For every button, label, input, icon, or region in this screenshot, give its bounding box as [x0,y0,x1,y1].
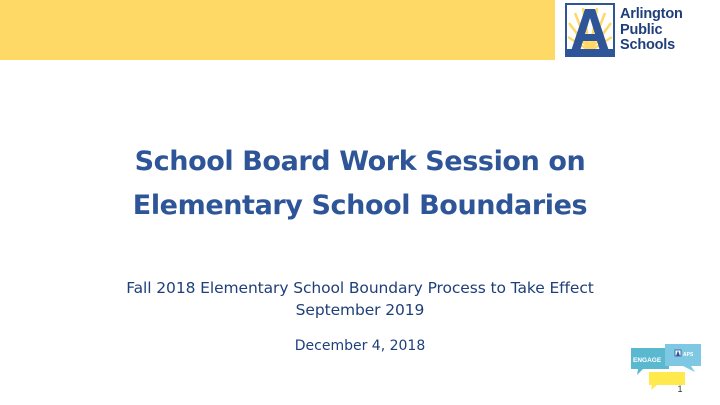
logo-line-1: Arlington [620,6,683,22]
aps-sunburst-a-logo-icon [565,3,615,57]
presentation-date: December 4, 2018 [294,338,426,354]
logo-line-3: Schools [620,37,675,53]
slide-title-line-1: School Board Work Session on [134,146,586,177]
aps-logo [557,0,720,62]
slide-title-line-2: Elementary School Boundaries [132,190,588,221]
slide-subtitle-line-1: Fall 2018 Elementary School Boundary Process to Take Effect [126,279,594,297]
slide-number: 1 [677,384,683,394]
logo-wordmark [620,7,683,54]
slide-title [60,140,660,228]
engage-aps-speech-bubbles-icon [629,344,703,390]
engage-label: ENGAGE [633,357,662,364]
header-band [0,0,555,60]
slide-subtitle [60,277,660,321]
slide-subtitle-line-2: September 2019 [295,301,425,319]
aps-label: APS [683,352,694,358]
logo-line-2: Public [620,21,663,38]
